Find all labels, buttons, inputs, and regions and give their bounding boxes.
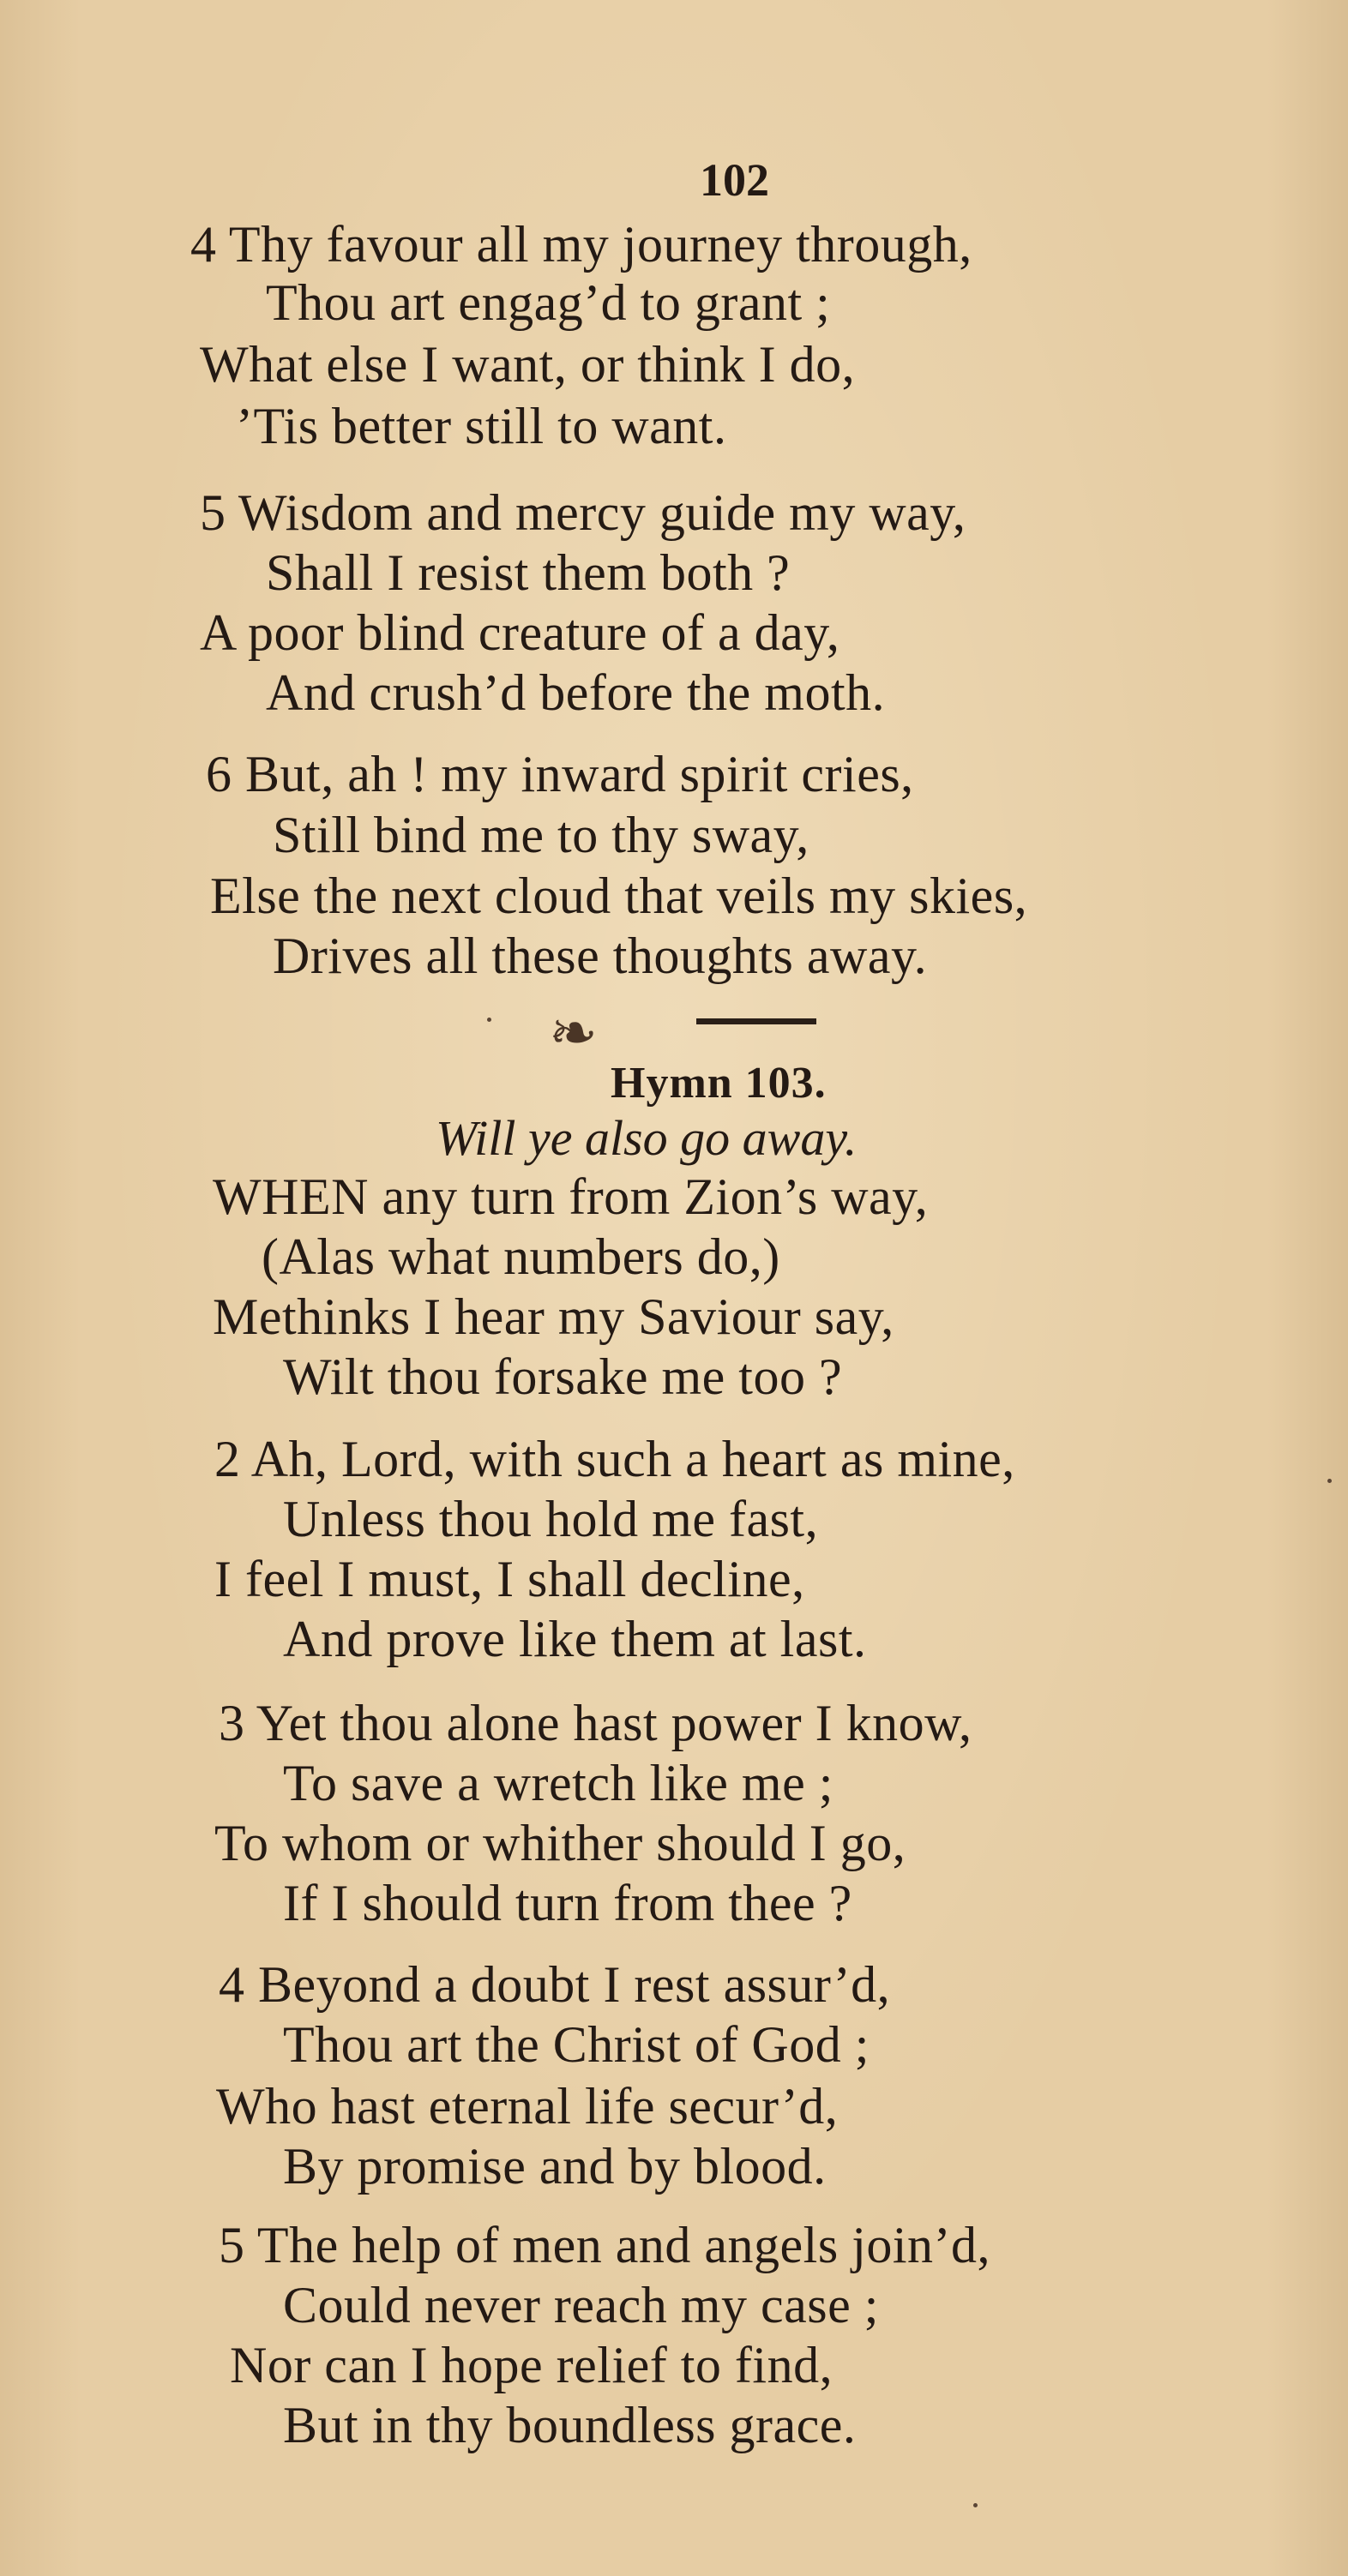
verse-line: Who hast eternal life secur’d,	[216, 2078, 839, 2135]
verse-line: Thou art engag’d to grant ;	[266, 274, 831, 331]
verse-line: 3 Yet thou alone hast power I know,	[219, 1695, 972, 1751]
hymn-subtitle: Will ye also go away.	[436, 1110, 858, 1166]
verse-line: 5 Wisdom and mercy guide my way,	[200, 484, 966, 541]
verse-line: Else the next cloud that veils my skies,	[210, 868, 1028, 924]
verse-line: What else I want, or think I do,	[200, 336, 856, 393]
verse-line: ’Tis better still to want.	[236, 398, 727, 454]
verse-line: 6 But, ah ! my inward spirit cries,	[206, 746, 914, 802]
verse-line: WHEN any turn from Zion’s way,	[213, 1168, 929, 1225]
verse-line: A poor blind creature of a day,	[200, 604, 840, 661]
paper-speck	[1327, 1479, 1332, 1483]
verse-line: 4 Beyond a doubt I rest assur’d,	[219, 1956, 891, 2013]
verse-line: Shall I resist them both ?	[266, 544, 791, 601]
verse-line: I feel I must, I shall decline,	[214, 1551, 805, 1607]
verse-line: Nor can I hope relief to find,	[230, 2337, 833, 2393]
page-number: 102	[700, 154, 769, 206]
verse-line: 4 Thy favour all my journey through,	[190, 216, 972, 273]
verse-line: Methinks I hear my Saviour say,	[213, 1288, 894, 1345]
verse-line: And prove like them at last.	[283, 1611, 867, 1667]
verse-line: Still bind me to thy sway,	[273, 807, 809, 863]
verse-line: 2 Ah, Lord, with such a heart as mine,	[214, 1431, 1015, 1487]
verse-line: Unless thou hold me fast,	[283, 1491, 819, 1547]
verse-line: Drives all these thoughts away.	[273, 928, 928, 984]
ornament-icon: ❧	[549, 1000, 598, 1066]
section-rule	[696, 1018, 816, 1024]
verse-line: (Alas what numbers do,)	[262, 1228, 780, 1285]
verse-line: To save a wretch like me ;	[283, 1755, 833, 1811]
verse-line: Could never reach my case ;	[283, 2277, 879, 2333]
paper-speck	[487, 1018, 491, 1022]
verse-line: And crush’d before the moth.	[266, 664, 886, 721]
verse-line: If I should turn from thee ?	[283, 1875, 852, 1931]
verse-line: To whom or whither should I go,	[214, 1815, 906, 1871]
hymn-title: Hymn 103.	[611, 1059, 827, 1108]
paper-speck	[973, 2503, 978, 2507]
verse-line: Wilt thou forsake me too ?	[283, 1348, 843, 1405]
verse-line: Thou art the Christ of God ;	[283, 2016, 870, 2073]
verse-line: 5 The help of men and angels join’d,	[219, 2217, 991, 2273]
verse-line: But in thy boundless grace.	[283, 2397, 857, 2453]
verse-line: By promise and by blood.	[283, 2138, 827, 2195]
